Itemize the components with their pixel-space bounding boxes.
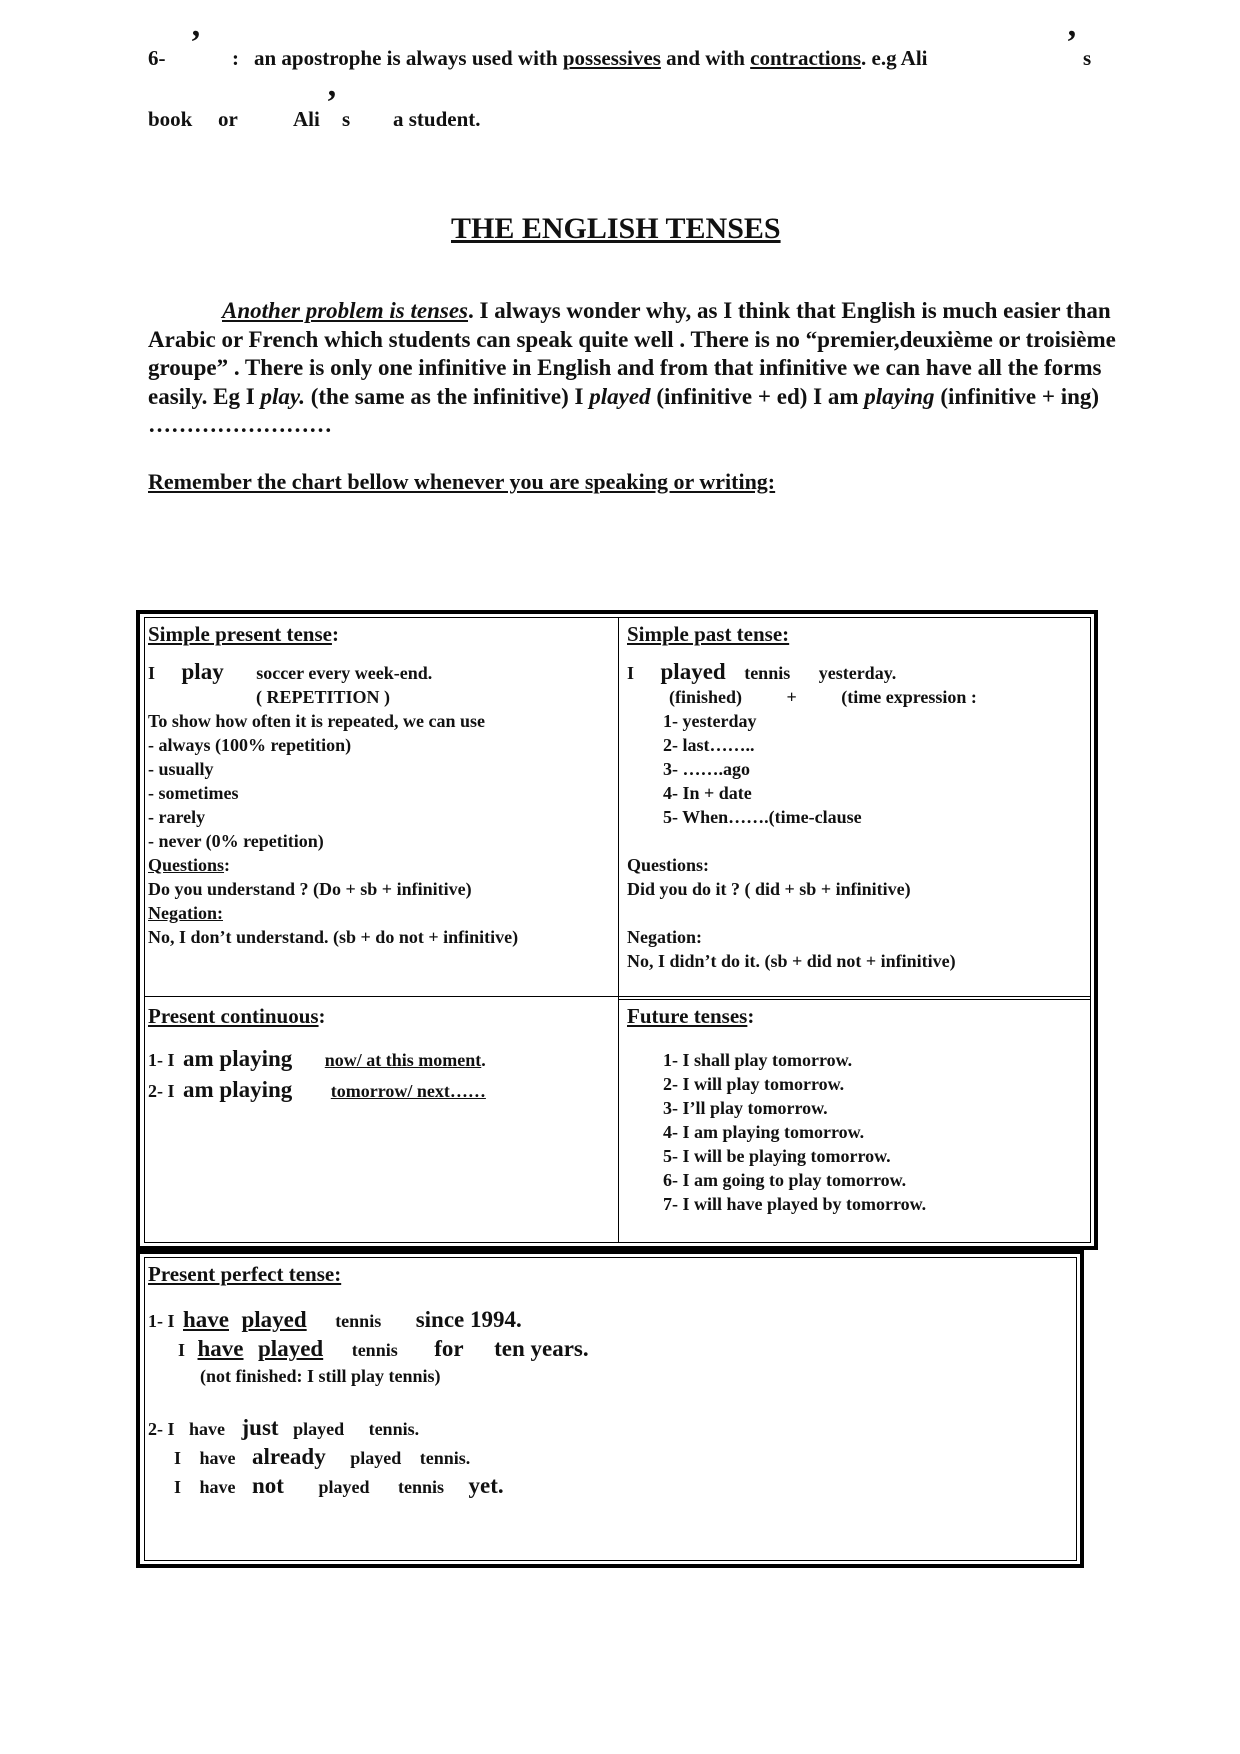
adverb-item: - usually — [148, 759, 214, 779]
simple-past-heading: Simple past tense: — [627, 622, 790, 646]
simple-present-cell: Simple present tense: I play soccer every week-end. ( REPETITION ) To show how often it is repeated, we can use - always (100% repetition) - usually - sometimes - rarely - never (0% repetition) Questions: Do you understand ? (Do + sb + infinitive) Negation: No, I don’t understand. (sb + do not + infinitive) — [148, 622, 608, 949]
tenses-paragraph: Another problem is tenses. I always wonder why, as I think that English is much easier than Arabic or French which students can speak quite well . There is no “premier,deuxième or troisième groupe” . There is only one infinitive in English and from that infinitive we can have all the forms easily. Eg I play. (the same as the infinitive) I played (infinitive + ed) I am playing (infinitive + ing) …………………… — [148, 298, 1116, 437]
repetition-label: ( REPETITION ) — [256, 687, 391, 707]
perfect-line: I have not played tennis yet. — [174, 1473, 504, 1498]
intro-a-student: a student. — [393, 107, 481, 131]
example-verb-play: play — [181, 659, 224, 684]
apostrophe-glyph: ’ — [190, 24, 202, 61]
future-item: 1- I shall play tomorrow. — [663, 1050, 853, 1070]
intro-s: s — [1083, 46, 1092, 70]
time-expression-item: 5- When…….(time-clause — [663, 807, 862, 827]
chart-divider-vertical — [618, 617, 619, 1243]
perfect-line: I have played tennis for ten years. — [178, 1336, 589, 1361]
intro-or: or — [218, 107, 238, 131]
questions-label: Questions: — [627, 855, 710, 875]
simple-present-heading: Simple present tense — [148, 622, 332, 646]
future-tenses-cell: Future tenses: 1- I shall play tomorrow. 2- I will play tomorrow. 3- I’ll play tomorrow. 4- I am playing tomorrow. 5- I will be playing tomorrow. 6- I am going to play tomorrow. 7- I will have played by tomorrow. — [627, 1004, 1082, 1216]
future-item: 7- I will have played by tomorrow. — [663, 1194, 927, 1214]
intro-book: book — [148, 107, 193, 131]
present-perfect-cell: Present perfect tense: 1- I have played tennis since 1994. I have played tennis for ten years. (not finished: I still play tennis) 2- I have just played tennis. I have already played tennis. I have not played tennis yet. — [148, 1262, 1048, 1501]
perfect-line: I have already played tennis. — [174, 1444, 471, 1469]
perfect-line: 1- I have played tennis since 1994. — [148, 1307, 522, 1332]
intro-s-2: s — [342, 107, 351, 131]
negation-label: Negation: — [627, 927, 702, 947]
future-item: 2- I will play tomorrow. — [663, 1074, 845, 1094]
perfect-line: 2- I have just played tennis. — [148, 1415, 420, 1440]
present-perfect-heading: Present perfect tense: — [148, 1262, 342, 1286]
intro-colon: : — [232, 46, 239, 70]
future-tenses-heading: Future tenses — [627, 1004, 748, 1028]
apostrophe-glyph-2: ’ — [1066, 24, 1078, 61]
apostrophe-glyph-3: ’ — [326, 84, 338, 121]
adverb-item: - never (0% repetition) — [148, 831, 324, 851]
adverb-item: - sometimes — [148, 783, 239, 803]
negation-label: Negation: — [148, 903, 223, 923]
page-title: THE ENGLISH TENSES — [451, 212, 781, 245]
intro-line-1 — [148, 46, 166, 71]
future-item: 3- I’ll play tomorrow. — [663, 1098, 828, 1118]
questions-label: Questions — [148, 855, 225, 875]
future-item: 6- I am going to play tomorrow. — [663, 1170, 907, 1190]
chart-divider-horizontal-2 — [618, 999, 1091, 1000]
chart-divider-horizontal — [144, 996, 1091, 997]
continuous-item: 1- I am playing now/ at this moment. — [148, 1046, 486, 1071]
future-item: 4- I am playing tomorrow. — [663, 1122, 865, 1142]
contractions-term: contractions — [750, 46, 861, 70]
time-expression-item: 4- In + date — [663, 783, 752, 803]
simple-past-cell: Simple past tense: I played tennis yesterday. (finished) + (time expression : 1- yesterday 2- last…….. 3- …….ago 4- In + date 5- When…….(time-clause Questions: Did you do it ? ( did + sb + infinitive) Negation: No, I didn’t do it. (sb + did not + infinitive) — [627, 622, 1082, 973]
remember-note: Remember the chart bellow whenever you are speaking or writing: — [148, 469, 776, 494]
intro-sentence: an apostrophe is always used with possessives and with contractions. e.g Ali — [254, 46, 928, 70]
paragraph-lead: Another problem is tenses — [222, 298, 469, 323]
present-continuous-heading: Present continuous — [148, 1004, 319, 1028]
future-item: 5- I will be playing tomorrow. — [663, 1146, 891, 1166]
adverb-item: - rarely — [148, 807, 206, 827]
possessives-term: possessives — [562, 46, 661, 70]
continuous-item: 2- I am playing tomorrow/ next…… — [148, 1077, 486, 1102]
example-verb-played: played — [660, 659, 726, 684]
item-number: 6- — [148, 46, 166, 70]
time-expression-item: 1- yesterday — [663, 711, 757, 731]
time-expression-item: 3- …….ago — [663, 759, 750, 779]
intro-ali: Ali — [293, 107, 320, 131]
time-expression-item: 2- last…….. — [663, 735, 755, 755]
adverb-item: - always (100% repetition) — [148, 735, 352, 755]
present-continuous-cell: Present continuous: 1- I am playing now/ at this moment. 2- I am playing tomorrow/ next…… — [148, 1004, 608, 1106]
